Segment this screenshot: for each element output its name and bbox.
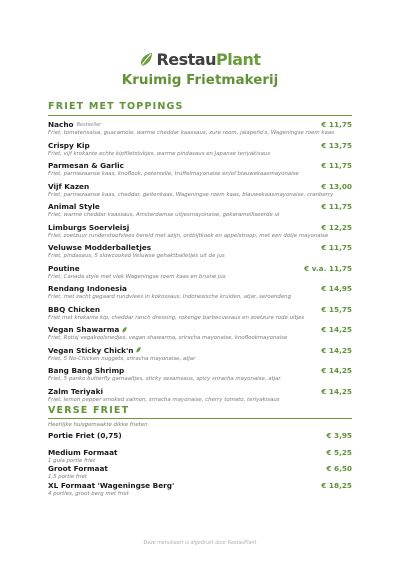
item-name: XL Formaat 'Wageningse Berg' xyxy=(48,480,175,490)
menu-item xyxy=(48,202,352,218)
item-name: Vegan Shawarma xyxy=(48,325,120,334)
item-name: Rendang Indonesia xyxy=(48,284,127,293)
brand-part1: Restau xyxy=(156,50,216,69)
menu-item xyxy=(48,223,352,239)
menu-item xyxy=(48,141,352,157)
item-name: Bang Bang Shrimp xyxy=(48,366,125,375)
menu-item xyxy=(48,243,352,259)
section-divider xyxy=(48,115,352,116)
menu-item xyxy=(48,481,352,497)
item-price: € 3,95 xyxy=(326,431,352,440)
item-price: € 11,75 xyxy=(321,120,352,129)
item-description: 4 porties, groot berg met friet xyxy=(48,490,129,497)
page-title: Kruimig Frietmakerij xyxy=(121,72,279,88)
item-tag: Bestseller xyxy=(76,121,102,128)
section-divider xyxy=(48,418,352,419)
item-price: € 11,75 xyxy=(321,161,352,170)
item-name: Veluwse Modderballetjes xyxy=(48,243,152,252)
item-description: Friet, met zacht gegaard rundvlees in kokossaus, Indonesische kruiden, atjar, seroendeng xyxy=(48,294,292,300)
menu-item xyxy=(48,305,352,321)
item-name: Medium Formaat xyxy=(48,447,118,457)
menu-item xyxy=(48,264,352,280)
item-price: € 13,75 xyxy=(321,140,352,150)
item-description: 1,5 portie friet xyxy=(48,474,87,480)
item-price: € 14,95 xyxy=(321,284,352,293)
item-price: € 15,75 xyxy=(321,304,352,314)
menu-item xyxy=(48,448,352,464)
section-note: Heerlijke huisgemaakte dikke frieten. xyxy=(48,422,150,428)
item-name: Limburgs Soervleisj xyxy=(48,222,130,232)
item-name: Nacho xyxy=(48,120,74,129)
footer-note: Deze menukaart is afgedrukt door RestauPlant xyxy=(143,541,257,546)
item-name: Vijf Kazen xyxy=(48,181,90,191)
item-name: Animal Style xyxy=(48,202,100,211)
item-description: Friet, Canada style met vlek Wageningse roem kaas en bruine jus xyxy=(48,273,226,280)
menu-item xyxy=(48,431,352,440)
item-price: € 14,25 xyxy=(321,366,352,375)
item-description: Friet, tomatensalsa, guacamole, warme cheddar kaassaus, zure room, jalapeño's, Wageningse roem kaas xyxy=(48,130,334,136)
item-name: Parmesan & Garlic xyxy=(48,161,124,170)
menu-item xyxy=(48,325,352,341)
item-name: Poutine xyxy=(48,263,80,273)
menu-item xyxy=(48,182,352,198)
item-price: € 11,75 xyxy=(321,202,352,211)
menu-item xyxy=(48,120,352,136)
item-name: Portie Friet (0,75) xyxy=(48,431,122,440)
menu-item xyxy=(48,284,352,300)
section-title-fries: VERSE FRIET xyxy=(48,405,130,416)
item-description: Friet, vijf krokante echte kipfiletstukjes, warme pindasaus en Japanse teriyakisaus xyxy=(48,150,271,157)
item-description: Friet, 5 panko butterfly garnaaltjes, sticky sesamsaus, spicy sriracha mayonaise, atjar xyxy=(48,376,281,382)
brand-part2: Plant xyxy=(215,50,261,69)
item-name: Zalm Teriyaki xyxy=(48,386,103,396)
item-description: Friet, pindasaus, 5 slowcooked Veluwse gehaktballetjes uit de jus xyxy=(48,253,225,259)
menu-item xyxy=(48,161,352,177)
item-price: € v.a. 11,75 xyxy=(304,263,352,273)
item-description: Friet, 5 No-Chicken nuggets, sriracha mayonaise, atjar xyxy=(48,355,196,362)
menu-item xyxy=(48,387,352,403)
item-description: Friet, parmezaanse kaas, knoflook, peterselie, truffelmayonaise en/of blauwekaasmayonaise xyxy=(48,171,299,177)
item-price: € 18,25 xyxy=(321,480,352,490)
item-name: Crispy Kip xyxy=(48,140,90,150)
item-price: € 6,50 xyxy=(326,464,352,473)
menu-item xyxy=(48,346,352,362)
item-price: € 14,25 xyxy=(321,386,352,396)
item-name: Vegan Sticky Chick'n xyxy=(48,345,134,355)
item-price: € 14,25 xyxy=(321,325,352,334)
item-price: € 14,25 xyxy=(321,345,352,355)
item-price: € 5,25 xyxy=(326,447,352,457)
menu-item xyxy=(48,366,352,382)
item-description: Friet, parmezaanse kaas, cheddar, geitenkaas, Wageningse roem kaas, blauwekaasmayonaise, cranberry xyxy=(48,191,334,198)
item-description: 1 gula portie friet xyxy=(48,457,96,464)
item-description: Friet, Rotisj vegakoolsnedjes, vegan shawarma, sriracha mayonaise, knoflookmayonaise xyxy=(48,335,288,341)
item-description: Friet, warme cheddar kaassaus, Amsterdamse uitjesmayonaise, gekaramelliseerde ui xyxy=(48,212,280,218)
item-price: € 11,75 xyxy=(321,243,352,252)
vegan-leaf-icon xyxy=(122,327,127,333)
item-price: € 13,00 xyxy=(321,181,352,191)
section-title-toppings: FRIET MET TOPPINGS xyxy=(48,101,184,112)
vegan-leaf-icon xyxy=(136,347,141,353)
item-description: Friet, lemon pepper smoked salmon, sriracha mayonaise, cherry tomato, teriyakisaus xyxy=(48,396,280,403)
logo xyxy=(0,50,400,72)
item-description: Friet, zoetzuur runderstoofvlees bereid met azijn, ontbijtkoek en appelstroop, met een dotje mayonaise xyxy=(48,232,329,239)
item-description: Friet met krokante kip, cheddar ranch dressing, rokerige barbecuesaus en zoetzure rode uitjes xyxy=(48,314,305,321)
leaf-logo-icon xyxy=(139,52,153,68)
menu-item xyxy=(48,464,352,480)
item-name: BBQ Chicken xyxy=(48,304,101,314)
item-price: € 12,25 xyxy=(321,222,352,232)
item-name: Groot Formaat xyxy=(48,464,108,473)
